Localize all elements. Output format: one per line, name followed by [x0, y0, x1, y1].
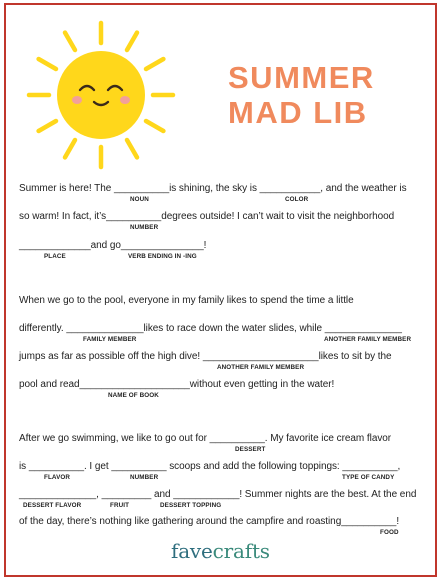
p3-line-1: After we go swimming, we like to go out for __________. My favorite ice cream flavor: [19, 433, 392, 444]
sun-ray: [39, 59, 56, 69]
label-family-member: FAMILY MEMBER: [83, 336, 137, 343]
sun-icon: [26, 20, 176, 170]
label-color: COLOR: [285, 196, 309, 203]
sun-ray: [146, 59, 163, 69]
p2-line-2: differently. ______________likes to race down the water slides, while ______________: [19, 323, 402, 334]
sun-ray: [127, 140, 137, 157]
sun-ray: [65, 33, 75, 50]
label-flavor: FLAVOR: [44, 474, 71, 481]
p1-line-3: _____________and go_______________!: [19, 240, 207, 251]
label-verb-ing: VERB ENDING IN -ING: [128, 253, 197, 260]
p2-line-3: jumps as far as possible off the high dive! _____________________likes to sit by the: [19, 351, 392, 362]
favecrafts-logo: [171, 539, 270, 563]
p2-line-1: When we go to the pool, everyone in my family likes to spend the time a little: [19, 295, 354, 306]
label-number: NUMBER: [130, 224, 159, 231]
logo-part-fave: fave: [171, 539, 213, 563]
label-another-family-member: ANOTHER FAMILY MEMBER: [324, 336, 412, 343]
sun-ray: [127, 33, 137, 50]
label-type-of-candy: TYPE OF CANDY: [342, 474, 395, 481]
label-dessert-flavor: DESSERT FLAVOR: [23, 502, 82, 509]
logo-part-crafts: crafts: [212, 539, 270, 563]
label-food: FOOD: [380, 529, 399, 536]
label-name-of-book: NAME OF BOOK: [108, 392, 159, 399]
sun-ray: [65, 140, 75, 157]
p3-line-2: is __________. I get __________ scoops and add the following toppings: __________,: [19, 461, 401, 472]
sun-ray: [39, 121, 56, 131]
p2-line-4: pool and read____________________without even getting in the water!: [19, 379, 335, 390]
label-number-2: NUMBER: [130, 474, 159, 481]
sun-ray: [146, 121, 163, 131]
title-line-1: SUMMER: [228, 60, 375, 95]
p1-line-2: so warm! In fact, it’s__________degrees outside! I can’t wait to visit the neighborhood: [19, 211, 395, 222]
sun-face: [57, 51, 145, 139]
label-place: PLACE: [44, 253, 66, 260]
label-dessert: DESSERT: [235, 446, 266, 453]
label-fruit: FRUIT: [110, 502, 130, 509]
page-title: [228, 60, 375, 130]
p1-line-1: Summer is here! The __________is shining, the sky is ___________, and the weather is: [19, 183, 407, 194]
title-line-2: MAD LIB: [228, 95, 368, 130]
label-dessert-topping: DESSERT TOPPING: [160, 502, 222, 509]
p3-line-4: of the day, there’s nothing like gathering around the campfire and roasting__________!: [19, 516, 400, 527]
p3-line-3: ______________, _________ and ____________! Summer nights are the best. At the end: [19, 489, 417, 500]
label-noun: NOUN: [130, 196, 149, 203]
label-another-family-member-2: ANOTHER FAMILY MEMBER: [217, 364, 305, 371]
